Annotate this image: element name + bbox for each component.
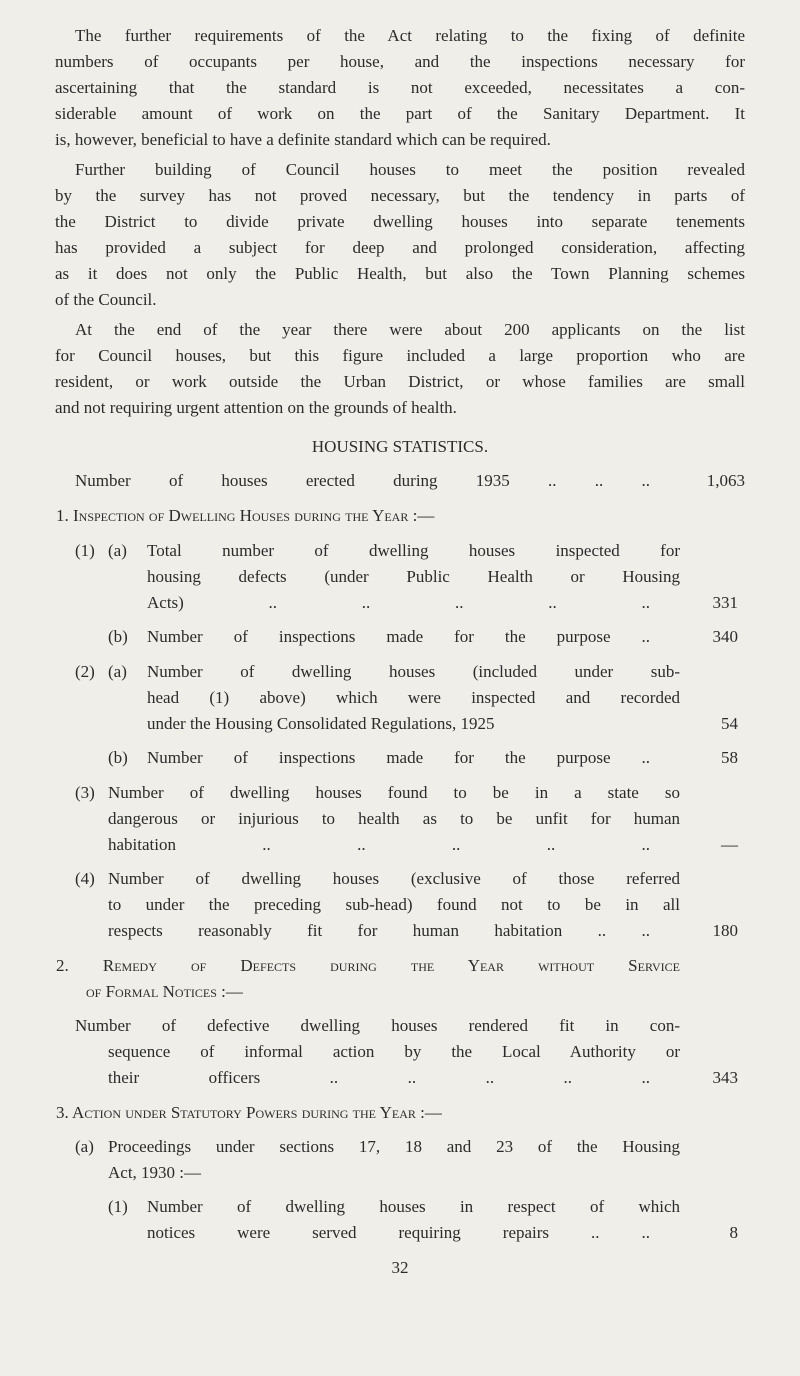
paragraph-line: for Council houses, but this figure included a large proportion who are <box>55 346 745 365</box>
stat-label: Number of inspections made for the purpose .. <box>147 627 650 646</box>
stat-label: Number of inspections made for the purpose .. <box>147 748 650 767</box>
item-number: (1) <box>108 1197 128 1216</box>
section-title: of Formal Notices :— <box>86 982 243 1001</box>
stat-label: respects reasonably fit for human habitation .. .. <box>108 921 650 940</box>
stat-value: 8 <box>729 1223 738 1242</box>
paragraph-line: ascertaining that the standard is not exceeded, necessitates a con- <box>55 78 745 97</box>
paragraph-line: and not requiring urgent attention on the grounds of health. <box>55 398 457 417</box>
item-letter: (a) <box>75 1137 94 1156</box>
stat-label: Acts) .. .. .. .. .. <box>147 593 650 612</box>
paragraph-line: numbers of occupants per house, and the inspections necessary for <box>55 52 745 71</box>
section-title: 3. Action under Statutory Powers during the Year :— <box>56 1103 442 1122</box>
item-letter: (b) <box>108 627 128 646</box>
item-number: (4) <box>75 869 95 888</box>
item-number: (2) <box>75 662 95 681</box>
section-title: 1. Inspection of Dwelling Houses during the Year :— <box>56 506 435 525</box>
stat-label: sequence of informal action by the Local Authority or <box>108 1042 680 1061</box>
stat-label: Number of houses erected during 1935 .. .. .. <box>75 471 650 490</box>
stat-value: 54 <box>721 714 738 733</box>
stat-label: Number of defective dwelling houses rendered fit in con- <box>75 1016 680 1035</box>
paragraph-line: of the Council. <box>55 290 157 309</box>
stat-value: — <box>721 835 738 854</box>
stat-label: under the Housing Consolidated Regulations, 1925 <box>147 714 495 733</box>
stat-label: Number of dwelling houses (included under sub- <box>147 662 680 681</box>
stat-label: their officers .. .. .. .. .. <box>108 1068 650 1087</box>
paragraph-line: siderable amount of work on the part of the Sanitary Department. It <box>55 104 745 123</box>
stat-label: habitation .. .. .. .. .. <box>108 835 650 854</box>
stat-label: housing defects (under Public Health or Housing <box>147 567 680 586</box>
stat-value: 58 <box>721 748 738 767</box>
item-number: (3) <box>75 783 95 802</box>
section-title: 2. Remedy of Defects during the Year without Service <box>56 956 680 975</box>
stat-label: to under the preceding sub-head) found not to be in all <box>108 895 680 914</box>
paragraph-line: has provided a subject for deep and prolonged consideration, affecting <box>55 238 745 257</box>
paragraph-line: the District to divide private dwelling houses into separate tenements <box>55 212 745 231</box>
stat-value: 340 <box>712 627 738 646</box>
stat-value: 331 <box>712 593 738 612</box>
stat-value: 180 <box>712 921 738 940</box>
stat-label: Act, 1930 :— <box>108 1163 202 1182</box>
item-letter: (b) <box>108 748 128 767</box>
stat-label: notices were served requiring repairs .. .. <box>147 1223 650 1242</box>
page-number: 32 <box>391 1258 409 1277</box>
paragraph-line: by the survey has not proved necessary, but the tendency in parts of <box>55 186 745 205</box>
stat-value: 343 <box>712 1068 738 1087</box>
paragraph-line: resident, or work outside the Urban District, or whose families are small <box>55 372 745 391</box>
stat-label: Total number of dwelling houses inspected for <box>147 541 680 560</box>
stat-label: Number of dwelling houses (exclusive of those referred <box>108 869 680 888</box>
stat-value: 1,063 <box>706 471 745 490</box>
stat-label: Number of dwelling houses found to be in a state so <box>108 783 680 802</box>
paragraph-line: is, however, beneficial to have a definite standard which can be required. <box>55 130 551 149</box>
stat-label: Number of dwelling houses in respect of which <box>147 1197 680 1216</box>
item-letter: (a) <box>108 662 127 681</box>
paragraph-line: Further building of Council houses to meet the position revealed <box>75 160 745 179</box>
paragraph-line: as it does not only the Public Health, but also the Town Planning schemes <box>55 264 745 283</box>
stat-label: head (1) above) which were inspected and recorded <box>147 688 680 707</box>
item-letter: (a) <box>108 541 127 560</box>
stat-label: Proceedings under sections 17, 18 and 23 of the Housing <box>108 1137 680 1156</box>
section-heading: HOUSING STATISTICS. <box>311 437 489 456</box>
item-number: (1) <box>75 541 95 560</box>
paragraph-line: The further requirements of the Act relating to the fixing of definite <box>75 26 745 45</box>
paragraph-line: At the end of the year there were about 200 applicants on the list <box>75 320 745 339</box>
stat-label: dangerous or injurious to health as to be unfit for human <box>108 809 680 828</box>
